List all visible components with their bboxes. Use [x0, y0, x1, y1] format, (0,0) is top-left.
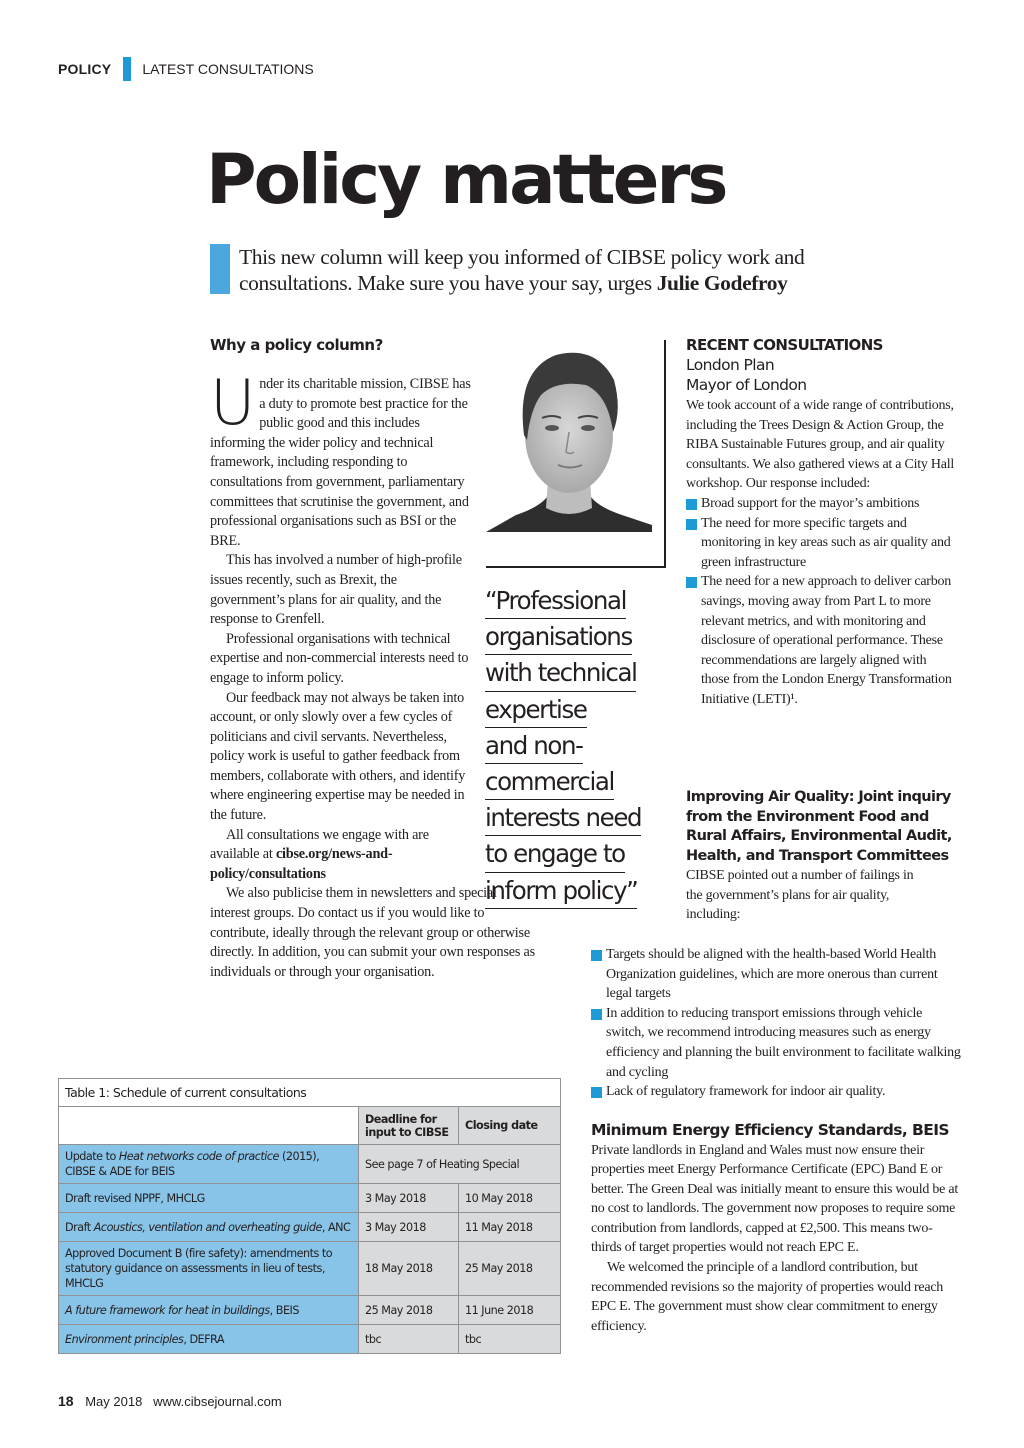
bullet-item: Lack of regulatory framework for indoor air quality.: [591, 1082, 961, 1102]
pull-quote-line: to engage to: [485, 836, 625, 872]
london-plan-text: We took account of a wide range of contributions, including the Trees Design & Action Group, the RIBA Sustainable Futures group, and air quality consultants. We also gathered views at a City Hall workshop. Our response included:: [686, 398, 954, 492]
consultation-name: A future framework for heat in buildings, BEIS: [59, 1296, 359, 1325]
standfirst-text: This new column will keep you informed of CIBSE policy work and consultations. Make sure you have your say, urges Julie Godefroy: [239, 245, 805, 295]
pull-quote-line: and non-: [485, 728, 583, 764]
section-divider: [123, 57, 131, 81]
table-header-closing: Closing date: [459, 1107, 561, 1145]
section-label: POLICY: [58, 61, 112, 77]
table-header-blank: [59, 1107, 359, 1145]
body-paragraph: Professional organisations with technical expertise and non-commercial interests need to engage to inform policy.: [210, 630, 469, 686]
mees-paragraph: Private landlords in England and Wales must now ensure their properties meet Energy Performance Certificate (EPC) Band E or better. The Green Deal was initially meant to ensure this would be at no cost to landlords. The government now proposes to require some contribution from landlords, capped at £2,500. This means two-thirds of target properties would not reach EPC E.: [591, 1142, 958, 1256]
consultation-name: Environment principles, DEFRA: [59, 1325, 359, 1354]
pull-quote-line: organisations: [485, 619, 632, 655]
drop-cap: U: [210, 366, 256, 439]
body-paragraph: Under its charitable mission, CIBSE has a duty to promote best practice for the public good and this includes informing the wider policy and technical framework, including responding to consultations from government, parliamentary committees that scrutinise the government, and professional organisations such as BSI or the BRE.: [210, 366, 471, 549]
standfirst: [210, 244, 890, 296]
consultations-link[interactable]: cibse.org/news-and-policy/consultations: [210, 846, 393, 882]
pull-quote-line: expertise: [485, 692, 587, 728]
table-row: [59, 1213, 561, 1242]
closing-date: tbc: [459, 1325, 561, 1354]
pull-quote-line: interests need: [485, 800, 641, 836]
table-row: [59, 1242, 561, 1296]
table-row: [59, 1296, 561, 1325]
air-quality-text: CIBSE pointed out a number of failings in the government’s plans for air quality, including:: [686, 868, 914, 923]
consultation-name: Draft Acoustics, ventilation and overheating guide, ANC: [59, 1213, 359, 1242]
journal-url[interactable]: www.cibsejournal.com: [153, 1394, 282, 1409]
deadline-date: 18 May 2018: [359, 1242, 459, 1296]
body-paragraph: All consultations we engage with are available at cibse.org/news-and-policy/consultations: [210, 826, 429, 882]
table-caption: Table 1: Schedule of current consultations: [59, 1079, 561, 1107]
mees-section: [591, 1121, 961, 1336]
pull-quote: [485, 583, 641, 909]
author-name: Julie Godefroy: [656, 271, 788, 295]
table-row: [59, 1184, 561, 1213]
deadline-date: 3 May 2018: [359, 1184, 459, 1213]
consultation-name: Draft revised NPPF, MHCLG: [59, 1184, 359, 1213]
page-footer: [58, 1393, 282, 1409]
consultation-name: Update to Heat networks code of practice (2015), CIBSE & ADE for BEIS: [59, 1145, 359, 1184]
page-title: Policy matters: [206, 140, 726, 220]
air-quality-bullets: [591, 945, 961, 1102]
bullet-item: The need for a new approach to deliver carbon savings, moving away from Part L to more relevant metrics, and with monitoring and disclosure of operational performance. These recommendations are largely aligned with those from the London Energy Transformation Initiative (LETI)¹.: [686, 572, 956, 709]
air-quality-title: Improving Air Quality: Joint inquiry from the Environment Food and Rural Affairs, Environmental Audit, Health, and Transport Committees: [686, 789, 952, 864]
consultations-table: [58, 1078, 561, 1354]
body-paragraph: We also publicise them in newsletters and special interest groups. Do contact us if you would like to contribute, ideally through the relevant group or otherwise directly. In addition, you can submit your own responses as individuals or through your organisation.: [210, 885, 535, 980]
london-plan-title: London Plan: [686, 356, 775, 374]
table-header-deadline: Deadline for input to CIBSE: [359, 1107, 459, 1145]
table-row: [59, 1145, 561, 1184]
closing-date: 25 May 2018: [459, 1242, 561, 1296]
issue-date: May 2018: [85, 1394, 143, 1409]
deadline-date: 25 May 2018: [359, 1296, 459, 1325]
consultation-name: Approved Document B (fire safety): amendments to statutory guidance on assessments in lieu of tests, MHCLG: [59, 1242, 359, 1296]
body-paragraph: This has involved a number of high-profile issues recently, such as Brexit, the government’s plans for air quality, and the response to Grenfell.: [210, 552, 462, 628]
closing-date: 10 May 2018: [459, 1184, 561, 1213]
recent-heading: RECENT CONSULTATIONS: [686, 336, 883, 354]
closing-date: 11 June 2018: [459, 1296, 561, 1325]
bullet-item: Broad support for the mayor’s ambitions: [686, 494, 956, 514]
subsection-label: LATEST CONSULTATIONS: [142, 61, 314, 77]
bullet-item: The need for more specific targets and monitoring in key areas such as air quality and green infrastructure: [686, 514, 956, 573]
table-row: [59, 1325, 561, 1354]
standfirst-accent-bar: [210, 244, 230, 294]
mees-paragraph: We welcomed the principle of a landlord contribution, but recommended revisions so the majority of properties would reach EPC E. The government must show clear commitment to energy efficiency.: [591, 1260, 944, 1334]
closing-date: 11 May 2018: [459, 1213, 561, 1242]
air-quality-section: [686, 788, 956, 925]
body-paragraph: Our feedback may not always be taken into account, or only slowly over a few cycles of politicians and civil servants. Nevertheless, policy work is useful to gather feedback from members, collaborate with others, and identify where engineering expertise may be needed in the future.: [210, 689, 466, 824]
pull-quote-line: inform policy”: [485, 873, 637, 909]
author-photo: [486, 340, 652, 532]
recent-consultations: [686, 336, 956, 710]
pull-quote-line: with technical: [485, 655, 636, 691]
deadline-date: tbc: [359, 1325, 459, 1354]
mees-title: Minimum Energy Efficiency Standards, BEIS: [591, 1121, 949, 1139]
page-number: 18: [58, 1393, 74, 1409]
running-header: [58, 57, 314, 81]
london-plan-author: Mayor of London: [686, 376, 807, 394]
consultation-dates-merged: See page 7 of Heating Special: [359, 1145, 561, 1184]
bullet-item: In addition to reducing transport emissions through vehicle switch, we recommend introducing measures such as energy efficiency and planning the built environment to facilitate walking and cycling: [591, 1004, 961, 1082]
pull-quote-line: commercial: [485, 764, 614, 800]
portrait-icon: [486, 340, 652, 532]
pull-quote-line: “Professional: [485, 583, 626, 619]
bullet-item: Targets should be aligned with the health-based World Health Organization guidelines, which are more onerous than current legal targets: [591, 945, 961, 1004]
deadline-date: 3 May 2018: [359, 1213, 459, 1242]
section-heading: Why a policy column?: [210, 336, 383, 354]
